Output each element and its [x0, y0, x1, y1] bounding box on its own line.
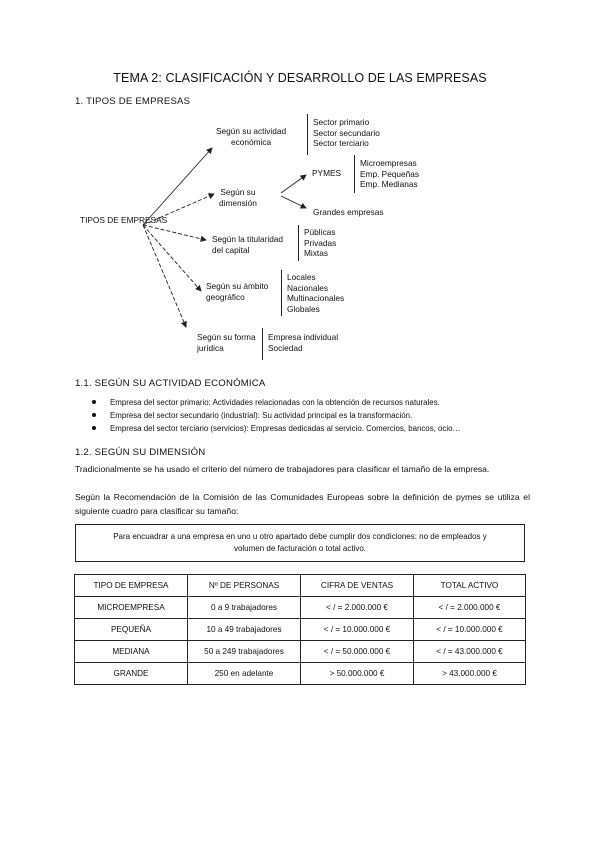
classification-diagram: [0, 0, 600, 370]
branch-titularidad-items: Públicas Privadas Mixtas: [304, 227, 337, 259]
arrow-actividad: [143, 148, 212, 225]
list-item: Empresa del sector secundario (industrial): Su actividad principal es la transformación.: [92, 409, 460, 422]
column-header: Nº DE PERSONAS: [188, 575, 301, 597]
table-cell: 0 a 9 trabajadores: [188, 597, 301, 619]
list-item: Empresa del sector primario: Actividades relacionadas con la obtención de recursos naturales.: [92, 396, 460, 409]
arrow-grandes: [281, 196, 306, 208]
page-title: TEMA 2: CLASIFICACIÓN Y DESARROLLO DE LAS EMPRESAS: [113, 71, 487, 85]
bracket-actividad: [307, 114, 308, 155]
column-header: CIFRA DE VENTAS: [301, 575, 414, 597]
list-item: Empresa del sector terciario (servicios): Empresas dedicadas al servicio. Comercios, bancos, ocio…: [92, 422, 460, 435]
bracket-titularidad: [298, 225, 299, 261]
branch-ambito-items: Locales Nacionales Multinacionales Globales: [287, 272, 345, 314]
bracket-ambito: [281, 270, 282, 316]
table-row: [75, 641, 526, 663]
table-cell: 50 a 249 trabajadores: [188, 641, 301, 663]
table-row: [75, 619, 526, 641]
table-cell: < / = 10.000.000 €: [301, 619, 414, 641]
table-cell: < / = 2.000.000 €: [414, 597, 526, 619]
table-cell: > 50.000.000 €: [301, 663, 414, 685]
table-row: [75, 597, 526, 619]
table-cell: PEQUEÑA: [75, 619, 188, 641]
arrow-forma: [143, 225, 186, 327]
arrow-pymes: [281, 175, 306, 193]
bullet-list: [92, 396, 460, 436]
bullet-icon: [92, 400, 96, 404]
table-cell: < / = 10.000.000 €: [414, 619, 526, 641]
branch-actividad-items: Sector primario Sector secundario Sector terciario: [313, 117, 380, 149]
branch-forma-items: Empresa individual Sociedad: [268, 332, 339, 353]
bullet-icon: [92, 413, 96, 417]
table-cell: 10 a 49 trabajadores: [188, 619, 301, 641]
diagram-arrows: [0, 0, 600, 370]
column-header: TOTAL ACTIVO: [414, 575, 526, 597]
table-cell: MEDIANA: [75, 641, 188, 663]
section-heading-actividad: 1.1. SEGÚN SU ACTIVIDAD ECONÓMICA: [75, 378, 266, 389]
table-cell: < / = 2.000.000 €: [301, 597, 414, 619]
bracket-forma: [262, 328, 263, 360]
arrow-ambito: [143, 225, 201, 291]
table-cell: > 43.000.000 €: [414, 663, 526, 685]
branch-titularidad-label: Según la titularidad del capital: [212, 234, 284, 255]
branch-forma-label: Según su forma jurídica: [197, 332, 256, 353]
section-heading-dimension: 1.2. SEGÚN SU DIMENSIÓN: [75, 447, 206, 458]
arrow-titularidad: [143, 225, 206, 240]
table-header-row: [75, 575, 526, 597]
branch-dimension-label: Según su dimensión: [219, 187, 257, 208]
branch-ambito-label: Según su ámbito geográfico: [206, 281, 269, 302]
note-box: Para encuadrar a una empresa en uno u otro apartado debe cumplir dos condiciones: no de empleados y volumen de facturación o total activo.: [75, 524, 525, 562]
column-header: TIPO DE EMPRESA: [75, 575, 188, 597]
table-cell: 250 en adelante: [188, 663, 301, 685]
branch-grandes-label: Grandes empresas: [313, 207, 384, 217]
paragraph-recomendacion: Según la Recomendación de la Comisión de las Comunidades Europeas sobre la definición de pymes se utiliza el siguiente cuadro para clasificar su tamaño:: [75, 492, 530, 516]
section-heading-tipos: 1. TIPOS DE EMPRESAS: [75, 96, 191, 107]
table-cell: < / = 50.000.000 €: [301, 641, 414, 663]
bracket-pymes: [354, 155, 355, 193]
paragraph-criterio: Tradicionalmente se ha usado el criterio del número de trabajadores para clasificar el tamaño de la empresa.: [75, 464, 490, 474]
branch-actividad-label: Según su actividad económica: [216, 126, 287, 147]
table-cell: GRANDE: [75, 663, 188, 685]
table-cell: MICROEMPRESA: [75, 597, 188, 619]
diagram-root: TIPOS DE EMPRESAS: [80, 215, 168, 225]
branch-pymes-items: Microempresas Emp. Pequeñas Emp. Medianas: [360, 158, 420, 190]
table-cell: < / = 43.000.000 €: [414, 641, 526, 663]
company-size-table: [74, 574, 526, 685]
bullet-icon: [92, 426, 96, 430]
branch-pymes-label: PYMES: [312, 168, 342, 178]
table-row: [75, 663, 526, 685]
